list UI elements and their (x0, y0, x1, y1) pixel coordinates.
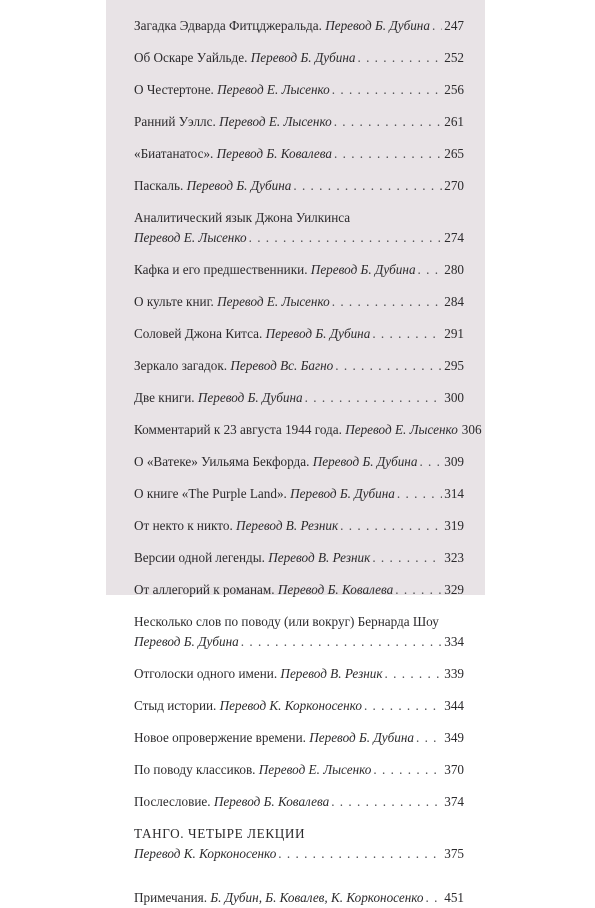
leader-dots (416, 728, 442, 748)
entry-page: 334 (444, 634, 464, 649)
entry-translator: Перевод Б. Дубина (186, 178, 292, 193)
leader-dots (397, 484, 442, 504)
leader-dots (334, 144, 442, 164)
toc-entry (134, 452, 464, 472)
entry-title: Соловей Джона Китса. (134, 326, 263, 341)
entry-translator: Перевод Б. Дубина (197, 390, 303, 405)
leader-dots (335, 356, 442, 376)
entry-translator: Перевод В. Резник (280, 666, 383, 681)
entry-page: 256 (444, 82, 464, 97)
toc-entry (134, 16, 464, 36)
entry-title: Отголоски одного имени. (134, 666, 278, 681)
leader-dots (293, 176, 442, 196)
leader-dots (249, 228, 443, 248)
toc-entry (134, 760, 464, 780)
entry-page: 344 (444, 698, 464, 713)
entry-translator: Перевод Е. Лысенко (217, 294, 330, 309)
leader-dots (364, 696, 442, 716)
toc-entry (134, 144, 464, 164)
leader-dots (357, 48, 442, 68)
entry-title: Несколько слов по поводу (или вокруг) Бернарда Шоу (134, 614, 439, 629)
toc-entry (134, 48, 464, 68)
toc-entry (134, 484, 464, 504)
entry-title: Ранний Уэллс. (134, 114, 216, 129)
leader-dots (331, 792, 442, 812)
entry-page: 339 (444, 666, 464, 681)
entry-translator: Перевод В. Резник (236, 518, 339, 533)
entry-page: 309 (444, 454, 464, 469)
entry-title: О книге «The Purple Land». (134, 486, 287, 501)
entry-page: 374 (444, 794, 464, 809)
notes-translator: Б. Дубин, Б. Ковалев, К. Корконосенко (210, 890, 424, 905)
entry-title: «Биатанатос». (134, 146, 214, 161)
leader-dots (385, 664, 443, 684)
toc-entry (134, 420, 482, 440)
section-heading: ТАНГО. ЧЕТЫРЕ ЛЕКЦИИ (134, 826, 306, 841)
entry-page: 323 (444, 550, 464, 565)
entry-page: 306 (461, 422, 482, 437)
leader-dots (426, 888, 443, 908)
entry-translator: Перевод Б. Ковалева (277, 582, 394, 597)
toc-entry (134, 728, 464, 748)
entry-page: 247 (444, 18, 464, 33)
entry-translator: Перевод Б. Дубина (310, 262, 416, 277)
entry-translator: Перевод Б. Дубина (309, 730, 414, 745)
entry-translator: Перевод К. Корконосенко (219, 698, 362, 713)
toc-entry (134, 80, 464, 100)
toc-entry (134, 260, 464, 280)
entry-title: Об Оскаре Уайльде. (134, 50, 248, 65)
entry-title: О «Ватеке» Уильяма Бекфорда. (134, 454, 310, 469)
leader-dots (372, 548, 442, 568)
entry-translator: Перевод Вс. Багно (230, 358, 334, 373)
entry-page: 370 (444, 762, 464, 777)
leader-dots (332, 80, 442, 100)
entry-title: Кафка и его предшественники. (134, 262, 308, 277)
entry-page: 300 (444, 390, 464, 405)
toc-entry (134, 356, 464, 376)
leader-dots (418, 260, 443, 280)
entry-translator: Перевод Б. Ковалева (213, 794, 330, 809)
entry-page: 252 (444, 50, 464, 65)
entry-title: Комментарий к 23 августа 1944 года. (134, 422, 342, 437)
entry-page: 265 (444, 146, 464, 161)
toc-entry (134, 324, 464, 344)
entry-page: 280 (444, 262, 464, 277)
toc-entry (134, 664, 464, 684)
entry-page: 274 (444, 230, 464, 245)
toc-entry (134, 292, 464, 312)
entry-title: Две книги. (134, 390, 195, 405)
toc-entry (134, 516, 464, 536)
entry-translator: Перевод Б. Дубина (312, 454, 418, 469)
notes-title: Примечания. (134, 890, 208, 905)
entry-title: Новое опровержение времени. (134, 730, 306, 745)
entry-title: О культе книг. (134, 294, 214, 309)
toc-entry (134, 612, 464, 652)
entry-title: Аналитический язык Джона Уилкинса (134, 210, 351, 225)
section-translator: Перевод К. Корконосенко (134, 846, 277, 861)
leader-dots (305, 388, 443, 408)
entry-title: Версии одной легенды. (134, 550, 265, 565)
leader-dots (334, 112, 443, 132)
entry-translator: Перевод Е. Лысенко (217, 82, 330, 97)
entry-translator: Перевод Б. Дубина (290, 486, 395, 501)
entry-title: От некто к никто. (134, 518, 233, 533)
entry-title: Стыд истории. (134, 698, 217, 713)
leader-dots (332, 292, 443, 312)
entry-translator: Перевод Б. Дубина (250, 50, 356, 65)
toc-entry (134, 548, 464, 568)
entry-title: Зеркало загадок. (134, 358, 228, 373)
entry-title: От аллегорий к романам. (134, 582, 275, 597)
entry-title: По поводу классиков. (134, 762, 256, 777)
entry-title: О Честертоне. (134, 82, 214, 97)
leader-dots (432, 16, 442, 36)
entry-page: 295 (444, 358, 464, 373)
book-page (106, 0, 485, 905)
table-of-contents (134, 16, 482, 908)
entry-translator: Перевод Б. Дубина (134, 634, 239, 649)
section-entry (134, 844, 464, 864)
entry-page: 319 (444, 518, 464, 533)
toc-entry (134, 176, 464, 196)
entry-translator: Перевод Б. Дубина (265, 326, 371, 341)
notes-entry (134, 888, 464, 908)
entry-title: Послесловие. (134, 794, 211, 809)
leader-dots (373, 760, 442, 780)
toc-entry (134, 388, 464, 408)
entry-page: 291 (444, 326, 464, 341)
leader-dots (340, 516, 442, 536)
toc-entry (134, 580, 464, 600)
leader-dots (241, 632, 442, 652)
leader-dots (395, 580, 442, 600)
entry-title: Паскаль. (134, 178, 184, 193)
leader-dots (419, 452, 442, 472)
entry-translator: Перевод В. Резник (268, 550, 371, 565)
toc-entry (134, 208, 464, 248)
entry-page: 261 (444, 114, 464, 129)
entry-translator: Перевод Б. Дубина (325, 18, 430, 33)
entry-translator: Перевод Е. Лысенко (345, 422, 458, 437)
entry-page: 270 (444, 178, 464, 193)
entry-translator: Перевод Е. Лысенко (258, 762, 372, 777)
entry-page: 329 (444, 582, 464, 597)
leader-dots (372, 324, 442, 344)
entry-title: Загадка Эдварда Фитцджеральда. (134, 18, 322, 33)
entry-translator: Перевод Б. Ковалева (216, 146, 333, 161)
entry-page: 284 (444, 294, 464, 309)
entry-translator: Перевод Е. Лысенко (219, 114, 332, 129)
entry-page: 349 (444, 730, 464, 745)
entry-translator: Перевод Е. Лысенко (134, 230, 247, 245)
toc-entry (134, 696, 464, 716)
leader-dots (278, 844, 442, 864)
section-page: 375 (444, 846, 464, 861)
entry-page: 314 (444, 486, 464, 501)
notes-page: 451 (444, 890, 464, 905)
toc-entry (134, 792, 464, 812)
toc-entry (134, 112, 464, 132)
